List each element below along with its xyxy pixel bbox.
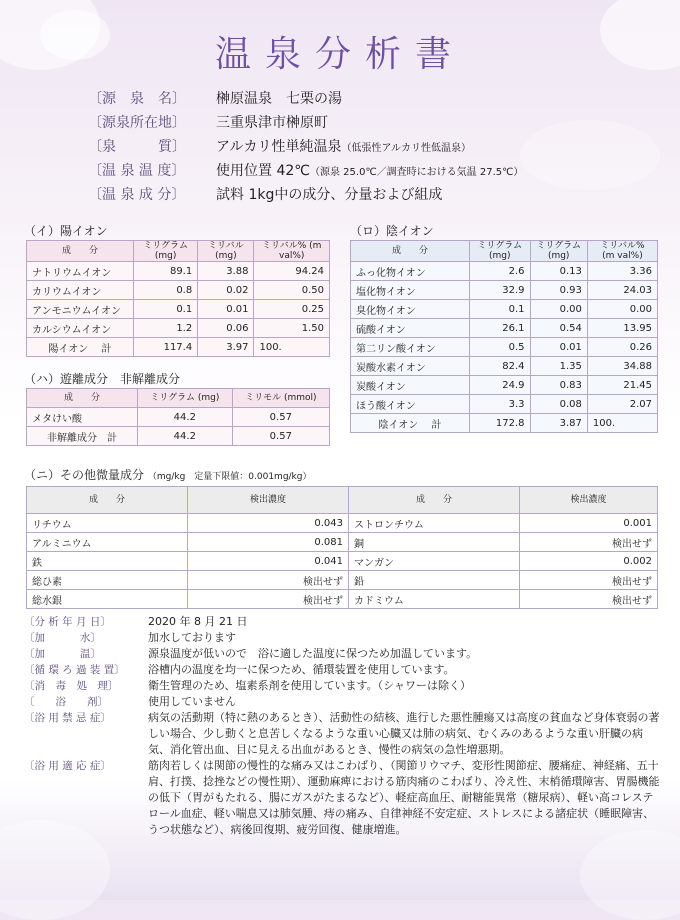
cell-value: 0.1 (134, 300, 198, 319)
table-row (27, 552, 658, 571)
column-header: ミリグラム (mg) (134, 241, 198, 262)
cell-component: ほう酸イオン (351, 395, 470, 414)
cell-component: 臭化物イオン (351, 300, 470, 319)
note-text: 病気の活動期（特に熱のあるとき）、活動性の結核、進行した悪性腫瘍又は高度の貧血など身体衰弱の著しい場合、少し動くと息苦しくなるような重い心臓又は肺の病気、むくみのあるような重い肝臓の病気、消化管出血、目に見える出血があるとき、慢性の病気の急性増悪期。 (148, 711, 660, 756)
column-header: ミリバル% (m val%) (254, 241, 330, 262)
note-label: 〔循 環 ろ 過 装 置〕 (24, 664, 125, 676)
table-row (27, 300, 330, 319)
info-value: 使用位置 42℃ (216, 163, 310, 179)
table-row (351, 281, 658, 300)
note-row (24, 662, 664, 678)
cell-component: マンガン (349, 552, 520, 571)
table-row (27, 590, 658, 609)
free-section-title: （ハ）遊離成分 非解離成分 (24, 372, 181, 386)
cell-value: 26.1 (470, 319, 531, 338)
cell-value: 検出せず (520, 590, 658, 609)
column-header: 成 分 (27, 487, 188, 514)
cell-value: 24.03 (587, 281, 657, 300)
cell-component: 塩化物イオン (351, 281, 470, 300)
column-header: 成 分 (349, 487, 520, 514)
cell-value: 0.50 (254, 281, 330, 300)
table-row (27, 319, 330, 338)
cell-value: 32.9 (470, 281, 531, 300)
cell-value: 0.57 (232, 408, 329, 427)
cell-value: 0.00 (530, 300, 587, 319)
cell-value: 0.001 (520, 514, 658, 533)
cell-value: 3.3 (470, 395, 531, 414)
note-label: 〔浴 用 適 応 症〕 (24, 760, 111, 772)
table-row (27, 408, 330, 427)
column-header: 成 分 (27, 241, 134, 262)
table-row (351, 338, 658, 357)
info-value: 試料 1kg中の成分、分量および組成 (216, 187, 443, 203)
cell-component: ふっ化物イオン (351, 262, 470, 281)
cell-component: 銅 (349, 533, 520, 552)
info-row (88, 136, 648, 160)
note-row (24, 758, 664, 838)
column-header: 検出濃度 (520, 487, 658, 514)
cell-component: アルミニウム (27, 533, 188, 552)
cell-value: 21.45 (587, 376, 657, 395)
column-header: ミリバル (mg) (198, 241, 254, 262)
cell-value: 100. (587, 414, 657, 433)
table-row (351, 357, 658, 376)
cell-component: 総水銀 (27, 590, 188, 609)
note-text: 浴槽内の温度を均一に保つため、循環装置を使用しています。 (148, 663, 455, 676)
cell-component: ストロンチウム (349, 514, 520, 533)
cell-value: 3.87 (530, 414, 587, 433)
table-header-row (27, 241, 330, 262)
cell-component: アンモニウムイオン (27, 300, 134, 319)
table-total-row (27, 338, 330, 357)
cell-value: 0.83 (530, 376, 587, 395)
cell-value: 0.1 (470, 300, 531, 319)
cell-value: 2.07 (587, 395, 657, 414)
note-text: 2020 年 8 月 21 日 (148, 615, 248, 628)
cell-value: 44.2 (138, 427, 233, 446)
cell-value: 1.35 (530, 357, 587, 376)
cell-value: 24.9 (470, 376, 531, 395)
cell-value: 34.88 (587, 357, 657, 376)
cell-value: 100. (254, 338, 330, 357)
column-header: ミリグラム (mg) (138, 389, 233, 408)
note-row (24, 678, 664, 694)
note-text: 使用していません (148, 695, 236, 708)
cation-section-title: （イ）陽イオン (24, 224, 108, 238)
trace-title-text: （ニ）その他微量成分 (24, 468, 145, 482)
cell-value: 94.24 (254, 262, 330, 281)
cell-value: 0.01 (198, 300, 254, 319)
note-text: 筋肉若しくは関節の慢性的な痛み又はこわばり、（関節リウマチ、変形性関節症、腰痛症、神経痛、五十肩、打撲、捻挫などの慢性期）、運動麻痺における筋肉痛のこわばり、冷え性、末梢循環障害、胃腸機能の低下（胃がもたれる、腸にガスがたまるなど）、軽症高血圧、耐糖能異常（糖尿病）、軽い高コレステロール血症、軽い喘息又は肺気腫、痔の痛み、自律神経不安定症、ストレスによる諸症状（睡眠障害、うつ状態など）、病後回復期、疲労回復、健康増進。 (148, 759, 660, 836)
cell-value: 0.02 (198, 281, 254, 300)
cell-total-label: 非解離成分 計 (27, 427, 138, 446)
cell-value: 0.54 (530, 319, 587, 338)
table-row (351, 262, 658, 281)
cell-value: 0.5 (470, 338, 531, 357)
table-row (27, 262, 330, 281)
page-title: 温泉分析書 (214, 34, 465, 75)
info-note: （低張性アルカリ性低温泉） (341, 143, 472, 154)
info-label: 〔温 泉 成 分〕 (88, 187, 186, 203)
table-row (27, 281, 330, 300)
column-header: 成 分 (351, 241, 470, 262)
cell-value: 172.8 (470, 414, 531, 433)
note-row (24, 694, 664, 710)
cell-value: 検出せず (188, 590, 349, 609)
info-row (88, 184, 648, 208)
note-row (24, 646, 664, 662)
info-label: 〔温 泉 温 度〕 (88, 163, 186, 179)
cation-table (26, 240, 330, 357)
trace-subtitle: （mg/kg 定量下限値：0.001mg/kg） (147, 472, 312, 482)
note-label: 〔消 毒 処 理〕 (24, 680, 119, 692)
cell-component: 炭酸イオン (351, 376, 470, 395)
info-row (88, 88, 648, 112)
info-value: アルカリ性単純温泉 (216, 139, 342, 155)
note-text: 源泉温度が低いので 浴に適した温度に保つため加温しています。 (148, 647, 478, 660)
cell-value: 1.50 (254, 319, 330, 338)
cell-value: 0.06 (198, 319, 254, 338)
info-label: 〔源 泉 名〕 (88, 91, 186, 107)
table-total-row (27, 427, 330, 446)
column-header: 検出濃度 (188, 487, 349, 514)
cell-value: 0.08 (530, 395, 587, 414)
trace-table (26, 486, 658, 609)
table-row (27, 514, 658, 533)
cell-component: メタけい酸 (27, 408, 138, 427)
notes-section (24, 614, 664, 838)
info-label: 〔源泉所在地〕 (88, 115, 186, 131)
cell-value: 13.95 (587, 319, 657, 338)
cell-total-label: 陽イオン 計 (27, 338, 134, 357)
info-value: 榊原温泉 七栗の湯 (216, 91, 342, 107)
cell-value: 検出せず (520, 571, 658, 590)
anion-section-title: （ロ）陰イオン (350, 224, 434, 238)
cell-value: 0.13 (530, 262, 587, 281)
cell-component: カドミウム (349, 590, 520, 609)
info-row (88, 160, 648, 184)
cell-component: 鉛 (349, 571, 520, 590)
cell-component: カルシウムイオン (27, 319, 134, 338)
spring-info (88, 88, 648, 208)
note-label: 〔浴 用 禁 忌 症〕 (24, 712, 111, 724)
table-row (351, 319, 658, 338)
cell-component: 鉄 (27, 552, 188, 571)
note-label: 〔分 析 年 月 日〕 (24, 616, 111, 628)
table-row (351, 300, 658, 319)
column-header: ミリバル% (m val%) (587, 241, 657, 262)
cell-value: 検出せず (188, 571, 349, 590)
trace-section-title (24, 466, 311, 483)
note-row (24, 630, 664, 646)
table-header-row (27, 389, 330, 408)
note-text: 衛生管理のため、塩素系剤を使用しています。（シャワーは除く） (148, 679, 471, 692)
cell-value: 0.081 (188, 533, 349, 552)
cell-value: 44.2 (138, 408, 233, 427)
cell-value: 0.26 (587, 338, 657, 357)
cell-total-label: 陰イオン 計 (351, 414, 470, 433)
cell-component: カリウムイオン (27, 281, 134, 300)
cell-value: 82.4 (470, 357, 531, 376)
column-header: ミリグラム (mg) (470, 241, 531, 262)
cell-value: 0.043 (188, 514, 349, 533)
info-row (88, 112, 648, 136)
cell-value: 0.25 (254, 300, 330, 319)
cell-value: 0.8 (134, 281, 198, 300)
note-text: 加水しております (148, 631, 236, 644)
column-header: ミリグラム (mg) (530, 241, 587, 262)
cell-value: 3.88 (198, 262, 254, 281)
cell-component: 炭酸水素イオン (351, 357, 470, 376)
cell-component: 第二リン酸イオン (351, 338, 470, 357)
note-row (24, 710, 664, 758)
cell-value: 0.93 (530, 281, 587, 300)
note-row (24, 614, 664, 630)
free-table (26, 388, 330, 446)
cell-component: ナトリウムイオン (27, 262, 134, 281)
cell-value: 0.01 (530, 338, 587, 357)
cell-value: 1.2 (134, 319, 198, 338)
cell-value: 117.4 (134, 338, 198, 357)
cell-value: 89.1 (134, 262, 198, 281)
table-header-row (351, 241, 658, 262)
table-row (27, 571, 658, 590)
cell-value: 3.97 (198, 338, 254, 357)
cell-value: 2.6 (470, 262, 531, 281)
info-value: 三重県津市榊原町 (216, 115, 328, 131)
cell-value: 0.002 (520, 552, 658, 571)
cell-value: 3.36 (587, 262, 657, 281)
table-row (27, 533, 658, 552)
column-header: 成 分 (27, 389, 138, 408)
note-label: 〔 浴 剤〕 (24, 696, 108, 708)
table-header-row (27, 487, 658, 514)
cell-component: 硫酸イオン (351, 319, 470, 338)
anion-table (350, 240, 658, 433)
table-total-row (351, 414, 658, 433)
table-row (351, 376, 658, 395)
cell-value: 0.57 (232, 427, 329, 446)
cell-value: 0.00 (587, 300, 657, 319)
info-note: （源泉 25.0℃／調査時における気温 27.5℃） (310, 167, 524, 178)
table-row (351, 395, 658, 414)
note-label: 〔加 温〕 (24, 648, 101, 660)
cell-component: リチウム (27, 514, 188, 533)
cell-component: 総ひ素 (27, 571, 188, 590)
column-header: ミリモル (mmol) (232, 389, 329, 408)
cell-value: 検出せず (520, 533, 658, 552)
info-label: 〔泉 質〕 (88, 139, 186, 155)
cell-value: 0.041 (188, 552, 349, 571)
note-label: 〔加 水〕 (24, 632, 101, 644)
decorative-flower (580, 830, 680, 920)
